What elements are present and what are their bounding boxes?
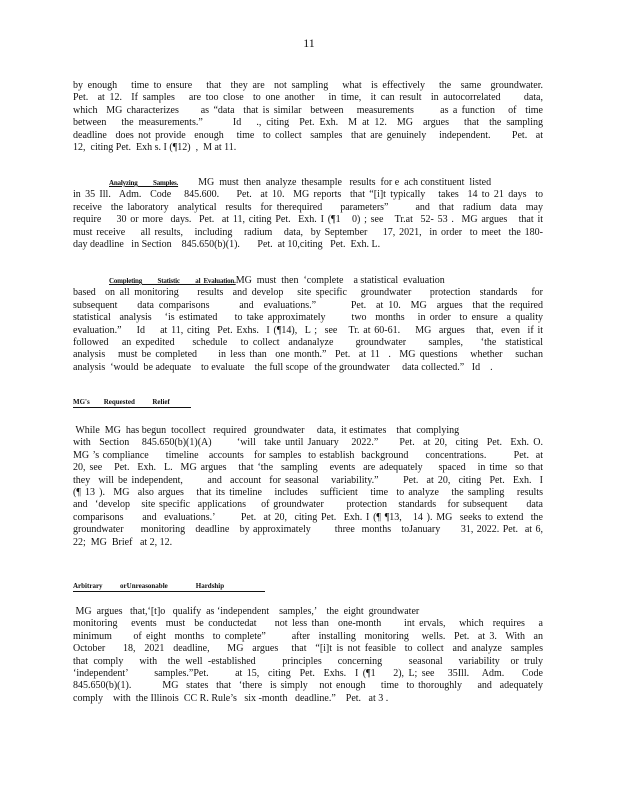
- text-line: Pet. at 12. If samples are too close to one another in time, it can result in autocorrelated data,: [73, 92, 543, 104]
- text-line: subsequent data comparisons and evaluations.” Pet. at 10. MG argues that the required: [73, 299, 543, 311]
- text-run: MG must then ‘complete a statistical evaluation: [235, 275, 445, 286]
- text-line: and ‘develop site specific applications of groundwater protection standards for subsequent data: [73, 499, 543, 511]
- text-line: While MG has begun tocollect required groundwater data, it estimates that complying: [73, 425, 460, 436]
- text-line: they will be independent, and account for seasonal variability.” Pet. at 20, citing Pet. Exh. I: [73, 474, 543, 486]
- text-line: between the measurements.” Id ., citing Pet. Exh. M at 12. MG argues that the sampling: [73, 117, 543, 129]
- text-line: [73, 177, 543, 189]
- text-line: (¶ 13 ). MG also argues that its timeline includes sufficient time to analyze the sampling results: [73, 486, 543, 498]
- text-line: receive the laboratory analytical results for therequired parameters” and that radium data may: [73, 201, 543, 213]
- text-line: groundwater monitoring deadline by approximately three months toJanuary 31, 2022. Pet. at 6,: [73, 524, 543, 536]
- text-line: that comply with the well -established principles concerning seasonal variability or truly: [73, 655, 543, 667]
- text-line: followed an expedited schedule to collect andanalyze groundwater samples, ‘the statistical: [73, 336, 543, 348]
- section-heading-arbitrary-hardship: Arbitrary orUnreasonable Hardship: [73, 582, 265, 592]
- text-line: statistical analysis ‘is estimated to take approximately two months in order to ensure a quality: [73, 312, 543, 324]
- text-line: require 30 or more days. Pet. at 11, citing Pet. Exh. I (¶1 0) ; see Tr.at 52- 53 . MG argues that it: [73, 214, 543, 226]
- text-run: MG must then analyze thesample results for e ach constituent listed: [198, 177, 492, 188]
- paragraph-requested-relief: [73, 425, 543, 549]
- paragraph-statistical-evaluation: [73, 275, 543, 374]
- page-number: 11: [303, 36, 315, 50]
- text-line: monitoring events must be conductedat not less than one-month int ervals, which requires a: [73, 618, 543, 630]
- text-line: deadline does not provide enough time to collect samples that are genuinely independent. Pet. at: [73, 129, 543, 141]
- text-line: 845.650(b)(1). MG states that ‘there is simply not enough time to thoroughly and adequately: [73, 680, 543, 692]
- section-heading-requested-relief: MG's Requested Relief: [73, 398, 191, 408]
- text-line: ‘independent’ samples.”Pet. at 15, citing Pet. Exhs. I (¶1 2), L; see 35Ill. Adm. Code: [73, 667, 543, 679]
- paragraph-analyzing-samples: [73, 177, 543, 251]
- statistical-evaluation-heading: Completing Statistic al Evaluation.: [109, 277, 236, 285]
- text-line: MG argues that,‘[t]o qualify as ‘independent samples,’ the eight groundwater: [73, 606, 420, 617]
- text-line: analysis ‘would be adequate to evaluate the full scope of the groundwater data collected.” Id .: [73, 361, 493, 373]
- text-line: October 18, 2021 deadline, MG argues that “[i]t is not feasible to collect and analyze samples: [73, 643, 543, 655]
- text-line: evaluation.” Id at 11, citing Pet. Exhs. I (¶14), L ; see Tr. at 60-61. MG argues that, even if it: [73, 324, 543, 336]
- paragraph-sampling-independence: [73, 80, 543, 154]
- text-line: day deadline in Section 845.650(b)(1). Pet. at 10,citing Pet. Exh. L.: [73, 238, 381, 250]
- text-line: minimum of eight months to complete” after installing monitoring wells. Pet. at 3. With an: [73, 630, 543, 642]
- text-line: comply with the Illinois CC R. Rule’s six -month deadline.” Pet. at 3 .: [73, 692, 389, 704]
- text-line: MG ’s compliance timeline accounts for samples to establish background concentrations. Pet. at: [73, 449, 543, 461]
- text-line: 22; MG Brief at 2, 12.: [73, 536, 173, 548]
- text-line: by enough time to ensure that they are not sampling what is effectively the same groundwater.: [73, 80, 543, 91]
- text-line: 20, see Pet. Exh. L. MG argues that ‘the sampling events are adequately spaced in time so that: [73, 462, 543, 474]
- text-line: 12, citing Pet. Exh s. I (¶12) , M at 11.: [73, 141, 237, 153]
- analyzing-samples-heading: Analyzing Samples.: [109, 179, 179, 187]
- text-line: based on all monitoring results and develop site specific groundwater protection standards for: [73, 287, 543, 299]
- text-line: in 35 Ill. Adm. Code 845.600. Pet. at 10. MG reports that “[i]t typically takes 14 to 21 days to: [73, 189, 543, 201]
- paragraph-arbitrary-hardship: [73, 606, 543, 705]
- text-line: must receive all results, including radium data, by September 17, 2021, in order to meet the 180-: [73, 226, 543, 238]
- text-line: which MG characterizes as “data that is similar between measurements as a function of time: [73, 104, 543, 116]
- text-line: analysis must be completed in less than one month.” Pet. at 11 . MG questions whether suchan: [73, 349, 543, 361]
- text-line: comparisons and evaluations.’ Pet. at 20, citing Pet. Exh. I (¶ ¶13, 14 ). MG seeks to extend the: [73, 511, 543, 523]
- text-line: with Section 845.650(b)(1)(A) ‘will take until January 2022.” Pet. at 20, citing Pet. Exh. O.: [73, 437, 543, 449]
- text-line: [73, 275, 543, 287]
